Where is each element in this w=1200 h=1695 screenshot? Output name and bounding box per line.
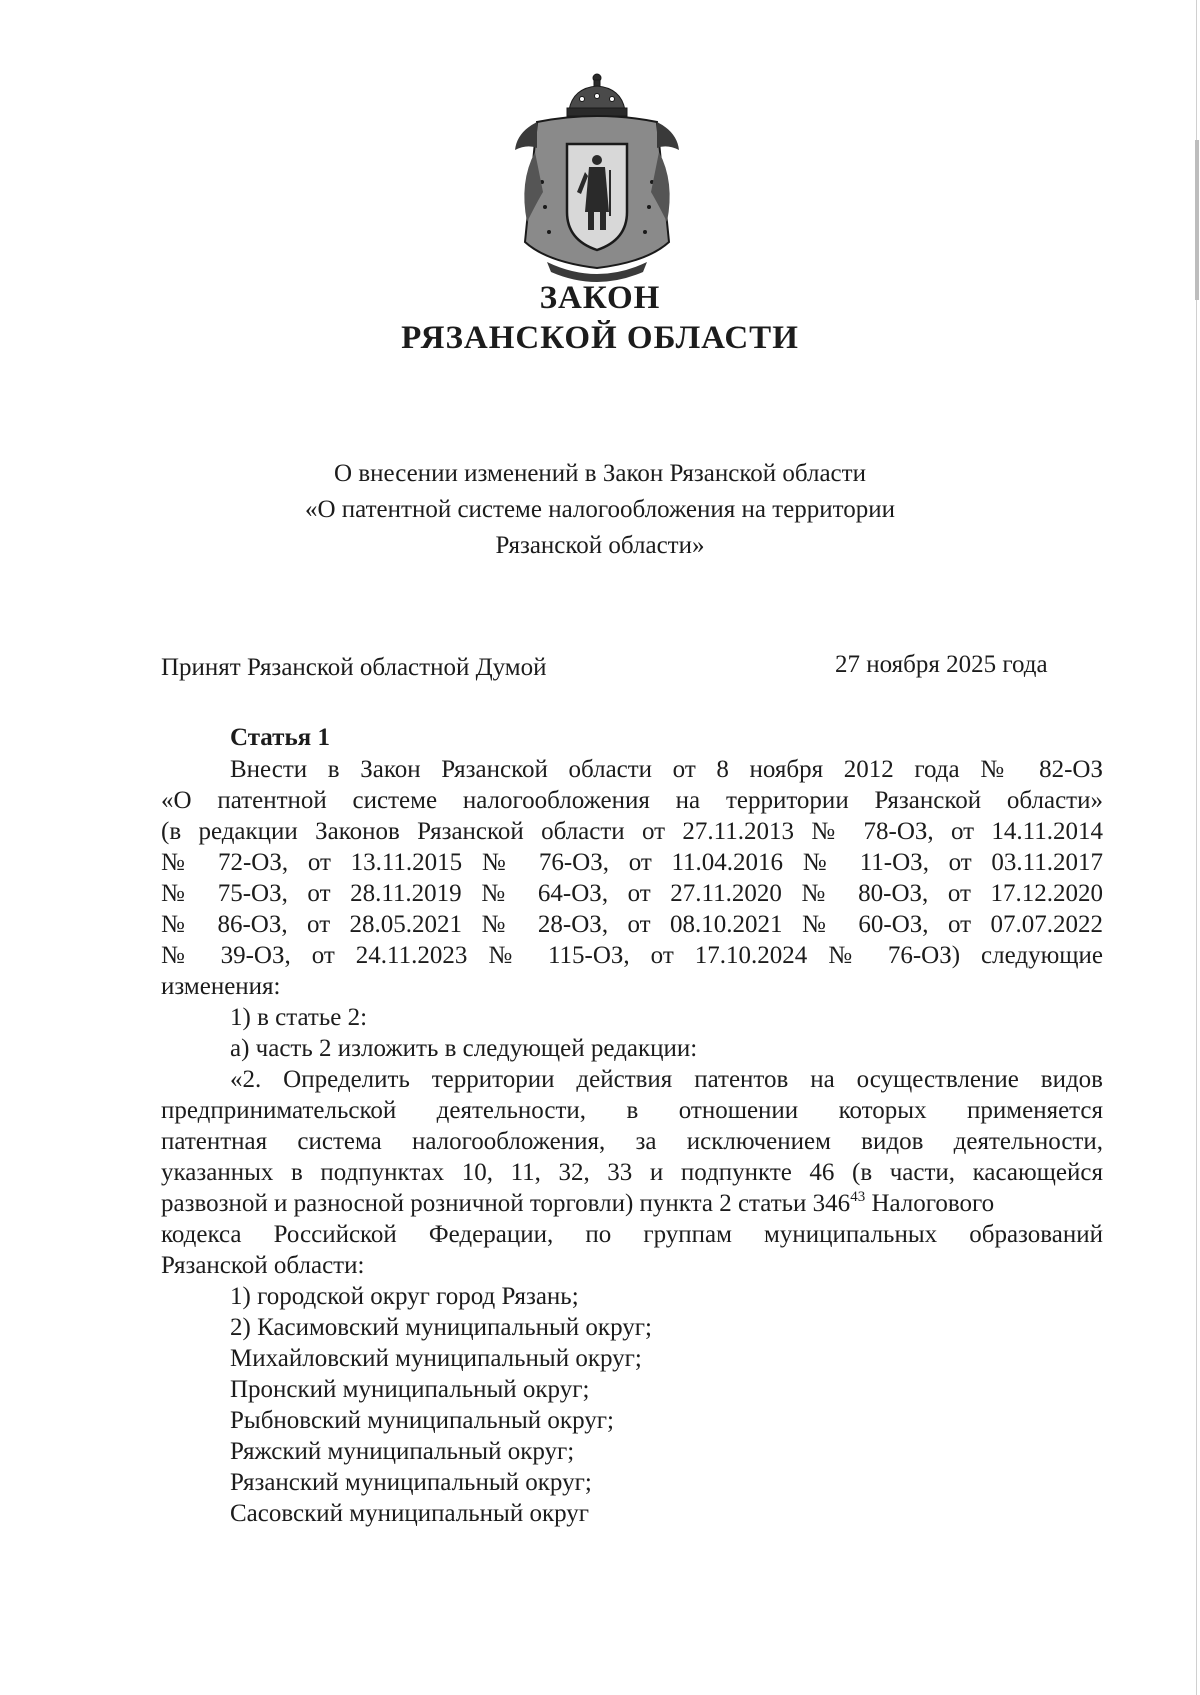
quoted-text-part: развозной и разносной розничной торговли) пункта 2 статьи 346 [161, 1190, 851, 1217]
article-intro-line: Внести в Закон Рязанской области от 8 ноября 2012 года № 82-ОЗ [230, 756, 1103, 783]
amendment-item: 1) в статье 2: [230, 1004, 368, 1031]
quoted-text-line: патентная система налогообложения, за исключением видов деятельности, [161, 1128, 1103, 1155]
quoted-text-line: кодекса Российской Федерации, по группам муниципальных образований [161, 1221, 1103, 1248]
article-intro-line: изменения: [161, 973, 281, 1000]
subject-line: Рязанской области» [495, 532, 705, 559]
article-intro-line: № 75-ОЗ, от 28.11.2019 № 64-ОЗ, от 27.11.2020 № 80-ОЗ, от 17.12.2020 [161, 880, 1103, 907]
law-subject [0, 456, 1200, 564]
article-intro-line: «О патентной системе налогообложения на территории Рязанской области» [161, 787, 1103, 814]
adoption-date: 27 ноября 2025 года [835, 651, 1048, 678]
scan-edge-shadow [1194, 0, 1200, 1695]
superscript-index: 43 [850, 1189, 866, 1205]
amendment-subitem: а) часть 2 изложить в следующей редакции: [230, 1035, 698, 1062]
subject-line: О внесении изменений в Закон Рязанской области [334, 460, 866, 487]
municipal-group-item: Михайловский муниципальный округ; [230, 1345, 642, 1372]
article-intro-line: № 72-ОЗ, от 13.11.2015 № 76-ОЗ, от 11.04.2016 № 11-ОЗ, от 03.11.2017 [161, 849, 1103, 876]
municipal-group-item: 1) городской округ город Рязань; [230, 1283, 579, 1310]
municipal-group-item: Ряжский муниципальный округ; [230, 1438, 575, 1465]
quoted-text-line [161, 1189, 994, 1219]
quoted-text-line: предпринимательской деятельности, в отношении которых применяется [161, 1097, 1103, 1124]
quoted-text-part: Налогового [865, 1190, 995, 1217]
law-title-line2: РЯЗАНСКОЙ ОБЛАСТИ [401, 320, 799, 356]
municipal-group-item: Сасовский муниципальный округ [230, 1500, 590, 1527]
municipal-group-item: Рязанский муниципальный округ; [230, 1469, 592, 1496]
law-title-line1: ЗАКОН [539, 280, 661, 316]
quoted-text-line: Рязанской области: [161, 1252, 365, 1279]
municipal-group-item: Пронский муниципальный округ; [230, 1376, 590, 1403]
coat-of-arms-emblem [497, 72, 697, 290]
quoted-text-line: указанных в подпунктах 10, 11, 32, 33 и подпункте 46 (в части, касающейся [161, 1159, 1103, 1186]
adopted-by: Принят Рязанской областной Думой [161, 654, 547, 681]
article-heading: Статья 1 [230, 724, 330, 751]
quoted-text-line: «2. Определить территории действия патентов на осуществление видов [230, 1066, 1103, 1093]
municipal-group-item: 2) Касимовский муниципальный округ; [230, 1314, 652, 1341]
article-intro-line: № 86-ОЗ, от 28.05.2021 № 28-ОЗ, от 08.10.2021 № 60-ОЗ, от 07.07.2022 [161, 911, 1103, 938]
municipal-group-item: Рыбновский муниципальный округ; [230, 1407, 614, 1434]
article-intro-line: № 39-ОЗ, от 24.11.2023 № 115-ОЗ, от 17.10.2024 № 76-ОЗ) следующие [161, 942, 1103, 969]
article-intro-line: (в редакции Законов Рязанской области от 27.11.2013 № 78-ОЗ, от 14.11.2014 [161, 818, 1103, 845]
subject-line: «О патентной системе налогообложения на территории [304, 496, 895, 523]
